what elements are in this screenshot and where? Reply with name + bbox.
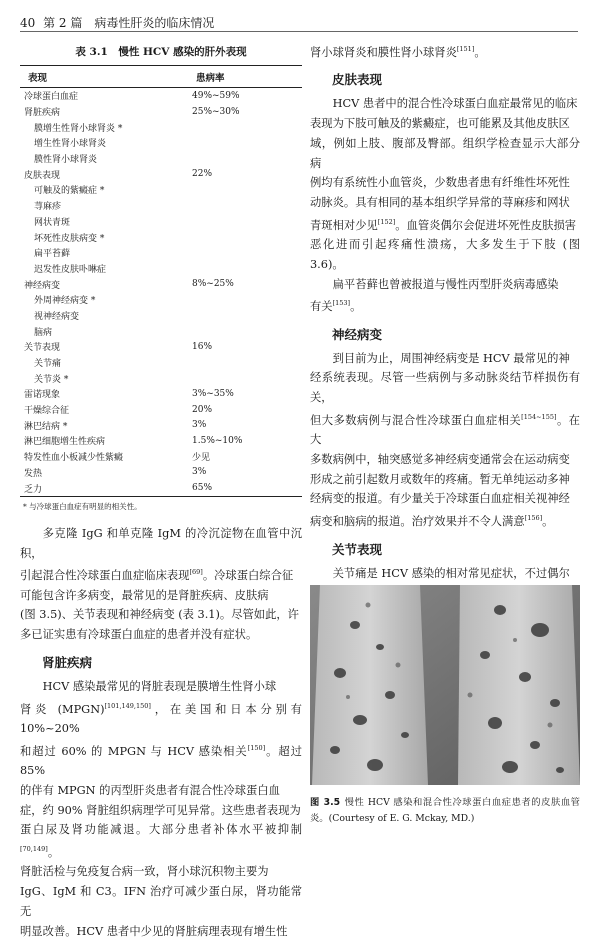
text-line: 病变和脑病的报道。治疗效果并不令人满意[156]。 <box>310 514 554 528</box>
table-cell-label: 迟发性皮肤卟啉症 <box>34 264 107 275</box>
table-caption: 表 3.1 慢性 HCV 感染的肝外表现 <box>75 46 247 58</box>
table-cell-value: 65% <box>192 483 213 494</box>
table-cell-label: 皮肤表现 <box>24 170 61 181</box>
figure-label: 图 3.5 <box>310 797 341 808</box>
table-cell-label: 特发性血小板减少性紫癜 <box>24 453 124 464</box>
text-line: 有关[153]。 <box>310 299 362 314</box>
table-cell-label: 关节痛 <box>34 359 62 370</box>
table-row <box>20 119 302 135</box>
table-row <box>20 370 302 386</box>
text-line: 经系统表现。尽管一些病例与多动脉炎结节样损伤有关， <box>310 371 580 405</box>
table-cell-value: 少见 <box>192 453 211 464</box>
text-line: 经病变的报道。有少量关于冷球蛋白血症相关视神经 <box>310 492 570 506</box>
page-number: 40 <box>20 16 36 30</box>
text-line: 形成之前引起数月或数年的疼痛。暂无单纯运动多神 <box>310 472 570 486</box>
paragraph-cryoglobulin <box>20 524 302 645</box>
table-body <box>20 88 302 496</box>
table-row <box>20 214 302 230</box>
table-cell-label: 扁平苔藓 <box>34 249 71 260</box>
paragraph-renal <box>20 677 302 941</box>
table-cell-label: 脑病 <box>34 327 53 338</box>
text-line: IgG、IgM 和 C3。IFN 治疗可减少蛋白尿，肾功能常无 <box>20 885 302 918</box>
table-cell-label: 视神经病变 <box>34 311 80 322</box>
text-line: 青斑相对少见[152]。血管炎偶尔会促进坏死性皮肤损害 <box>310 217 577 232</box>
table-row <box>20 339 302 355</box>
table-cell-label: 淋巴细胞增生性疾病 <box>24 437 106 448</box>
running-header: 第 2 篇 病毒性肝炎的临床情况 <box>43 16 215 30</box>
table-cell-label: 可触及的紫癜症 * <box>34 186 105 197</box>
table-cell-label: 乏力 <box>24 484 43 495</box>
text-line: 症，约 90% 肾脏组织病理学可见异常。这些患者表现为 <box>20 803 301 817</box>
table-row <box>20 229 302 245</box>
header-rule <box>20 31 578 32</box>
section-heading: 肾脏疾病 <box>42 654 93 670</box>
text-line: 和超过 60% 的 MPGN 与 HCV 感染相关[150]。超过 85% <box>20 743 302 778</box>
text-line: 多克隆 IgG 和单克隆 IgM 的冷沉淀物在血管中沉积， <box>20 526 302 560</box>
left-column <box>20 40 302 941</box>
table-row <box>20 182 302 198</box>
text-line: HCV 患者中的混合性冷球蛋白血症最常见的临床 <box>332 97 578 111</box>
table-cell-value: 49%~59% <box>192 90 240 101</box>
table-cell-label: 淋巴结病 * <box>24 421 68 432</box>
text-line: 多已证实患有冷球蛋白血症的患者并没有症状。 <box>20 628 258 642</box>
paragraph-lichen <box>310 275 580 317</box>
figure-photo <box>310 585 580 785</box>
table-row <box>20 323 302 339</box>
table-cell-label: 雷诺现象 <box>24 390 61 401</box>
paragraph-skin <box>310 94 580 274</box>
table-row <box>20 449 302 465</box>
text-line: 多数病例中，轴突感觉多神经病变通常会在运动病变 <box>310 453 570 467</box>
vasculitis-photo-image <box>310 585 580 785</box>
table-row <box>20 166 302 182</box>
table-row <box>20 308 302 324</box>
figure-caption-text: 慢性 HCV 感染和混合性冷球蛋白血症患者的皮肤血管炎。(Courtesy of E. G. Mckay, MD.) <box>310 797 580 824</box>
text-line: 关节痛是 HCV 感染的相对常见症状，不过偶尔 <box>332 566 570 580</box>
text-line: 肾脏活检与免疫复合病一致，肾小球沉积物主要为 <box>20 865 269 879</box>
table-row <box>20 465 302 481</box>
section-heading: 神经病变 <box>332 326 383 342</box>
table-cell-value: 1.5%~10% <box>192 435 243 446</box>
table-row <box>20 198 302 214</box>
table-row <box>20 433 302 449</box>
table-cell-label: 增生性肾小球肾炎 <box>34 139 107 150</box>
table-row <box>20 417 302 433</box>
page-header <box>20 14 214 31</box>
table-cell-label: 膜性肾小球肾炎 <box>34 155 98 166</box>
text-line: 域，例如上肢、腹部及臀部。组织学检查显示大部分病 <box>310 136 580 170</box>
section-heading: 关节表现 <box>332 541 383 557</box>
table-cell-value: 16% <box>192 341 213 352</box>
table-row <box>20 135 302 151</box>
table-cell-label: 冷球蛋白血症 <box>24 92 79 103</box>
table-cell-value: 3%~35% <box>192 388 234 399</box>
paragraph-neuro <box>310 349 580 532</box>
text-line: 明显改善。HCV 患者中少见的肾脏病理表现有增生性 <box>20 924 288 938</box>
table-cell-value: 20% <box>192 404 213 415</box>
table-cell-value: 22% <box>192 169 213 180</box>
text-line: 动脉炎。具有相同的基本组织学异常的荨麻疹和网状 <box>310 195 570 209</box>
text-line: 恶化进而引起疼痛性溃疡，大多发生于下肢 (图 3.6)。 <box>310 238 580 271</box>
text-line: 扁平苔藓也曾被报道与慢性丙型肝炎病毒感染 <box>332 277 559 291</box>
table-cell-label: 荨麻疹 <box>34 202 62 213</box>
table-cell-label: 网状青斑 <box>34 217 71 228</box>
table-row <box>20 245 302 261</box>
table-cell-label: 坏死性皮肤病变 * <box>34 233 105 244</box>
text-line: 可能包含许多病变，最常见的是肾脏疾病、皮肤病 <box>20 588 269 602</box>
text-line: 肾小球肾炎和膜性肾小球肾炎[151]。 <box>310 45 486 59</box>
table-row <box>20 386 302 402</box>
table-cell-label: 关节炎 * <box>34 374 69 385</box>
text-line: 蛋白尿及肾功能减退。大部分患者补体水平被抑制[70,149]。 <box>20 823 302 859</box>
table-col-header: 患病率 <box>196 73 225 84</box>
table-row <box>20 261 302 277</box>
text-line: 到目前为止，周围神经病变是 HCV 最常见的神 <box>332 351 570 365</box>
table-cell-label: 神经病变 <box>24 280 61 291</box>
table-bottom-rule <box>20 496 302 497</box>
table-row <box>20 88 302 104</box>
table-row <box>20 292 302 308</box>
text-line: 表现为下肢可触及的紫癜症，也可能累及其他皮肤区 <box>310 117 570 131</box>
table-cell-value: 8%~25% <box>192 279 234 290</box>
table-cell-value: 25%~30% <box>192 106 240 117</box>
table-row <box>20 104 302 120</box>
text-line: 的伴有 MPGN 的丙型肝炎患者有混合性冷球蛋白血 <box>20 783 280 797</box>
figure-caption <box>310 795 580 827</box>
text-line: (图 3.5)、关节表现和神经病变 (表 3.1)。尽管如此，许 <box>20 608 299 622</box>
text-line: 例均有系统性小血管炎，少数患者患有纤维性坏死性 <box>310 176 570 190</box>
table-cell-value: 3% <box>192 467 207 478</box>
text-line: HCV 感染最常见的肾脏表现是膜增生性肾小球 <box>42 679 277 693</box>
table-cell-label: 肾脏疾病 <box>24 108 61 119</box>
text-line: 肾炎 (MPGN)[101,149,150]，在美国和日本分别有 10%~20% <box>20 701 302 736</box>
text-line: 引起混合性冷球蛋白血症临床表现[69]。冷球蛋白综合征 <box>20 568 294 583</box>
table-row <box>20 355 302 371</box>
table-col-header: 表现 <box>28 73 48 84</box>
table-cell-label: 发热 <box>24 468 43 479</box>
table-row <box>20 480 302 496</box>
table-cell-label: 外周神经病变 * <box>34 296 96 307</box>
table-row <box>20 276 302 292</box>
table-row <box>20 151 302 167</box>
table-cell-label: 膜增生性肾小球肾炎 * <box>34 123 123 134</box>
table-cell-value: 3% <box>192 420 207 431</box>
table-row <box>20 402 302 418</box>
table-cell-label: 关节表现 <box>24 343 61 354</box>
table-footnote: * 与冷球蛋白血症有明显的相关性。 <box>23 501 142 511</box>
text-line: 但大多数病例与混合性冷球蛋白血症相关[154~155]。在大 <box>310 412 580 447</box>
table-header-row <box>20 66 302 87</box>
table-cell-label: 干燥综合征 <box>24 406 70 417</box>
section-heading: 皮肤表现 <box>332 72 383 88</box>
